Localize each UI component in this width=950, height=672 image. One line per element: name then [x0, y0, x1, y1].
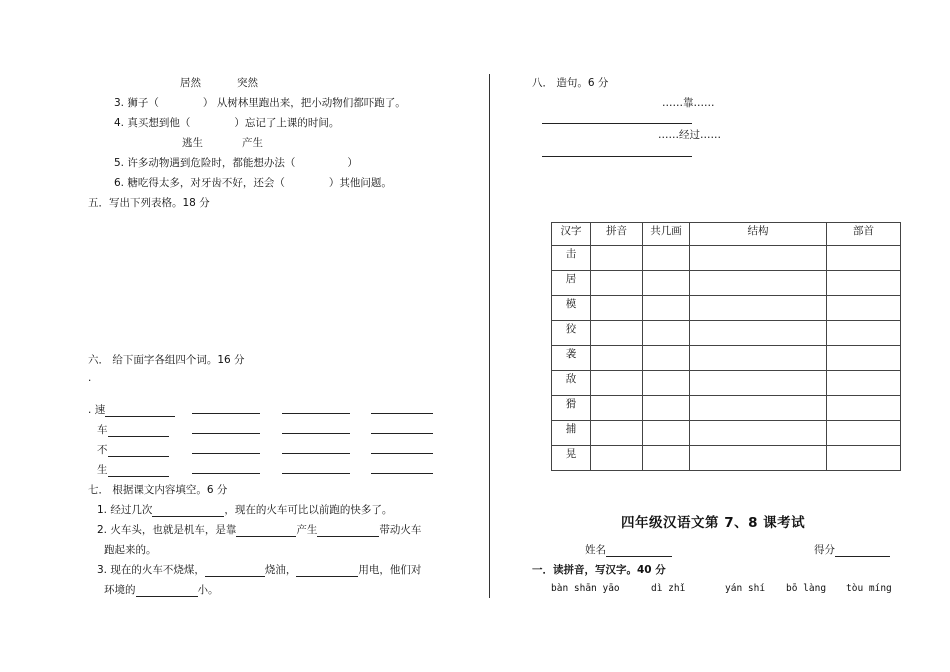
- section-8-heading: 八． 造句。6 分: [532, 77, 609, 89]
- table-cell[interactable]: [690, 321, 827, 346]
- table-row: [552, 421, 901, 446]
- table-cell[interactable]: [690, 446, 827, 471]
- table-cell[interactable]: [690, 421, 827, 446]
- header-pinyin: 拼音: [591, 223, 643, 246]
- word-option-1: 居然: [180, 77, 201, 89]
- table-cell[interactable]: [591, 271, 643, 296]
- table-cell[interactable]: [690, 296, 827, 321]
- table-cell[interactable]: [827, 246, 901, 271]
- header-strokes: 共几画: [643, 223, 690, 246]
- score-input[interactable]: [835, 545, 890, 557]
- question-4: 4. 真买想到他（ ）忘记了上课的时间。: [114, 117, 340, 129]
- table-cell[interactable]: [690, 346, 827, 371]
- section-6-mark: .: [88, 372, 92, 384]
- name-input[interactable]: [606, 545, 672, 557]
- section-1-heading: 一．读拼音，写汉字。40 分: [532, 564, 666, 576]
- answer-blank[interactable]: [371, 402, 433, 414]
- table-cell[interactable]: [591, 371, 643, 396]
- fill-question-2-cont: 跑起来的。: [104, 544, 157, 556]
- answer-blank[interactable]: [371, 422, 433, 434]
- char-cell: 狡: [552, 321, 591, 346]
- table-cell[interactable]: [827, 371, 901, 396]
- pinyin-item: bō làng: [786, 583, 827, 594]
- answer-blank[interactable]: [192, 462, 260, 474]
- char-cell: 晃: [552, 446, 591, 471]
- table-cell[interactable]: [643, 246, 690, 271]
- sentence-prompt-2: ……经过……: [658, 129, 721, 141]
- answer-blank[interactable]: [236, 525, 296, 537]
- answer-blank[interactable]: [105, 405, 175, 417]
- word-option-3: 逃生: [182, 137, 203, 149]
- word-group-row: 车: [97, 422, 169, 437]
- answer-blank[interactable]: [205, 565, 265, 577]
- answer-blank[interactable]: [192, 442, 260, 454]
- word-option-2: 突然: [237, 77, 258, 89]
- answer-blank[interactable]: [282, 402, 350, 414]
- answer-blank[interactable]: [108, 445, 169, 457]
- char-cell: 捕: [552, 421, 591, 446]
- table-cell[interactable]: [827, 296, 901, 321]
- answer-blank[interactable]: [108, 465, 169, 477]
- table-row: [552, 271, 901, 296]
- table-cell[interactable]: [591, 296, 643, 321]
- word-group-row: 生: [97, 462, 169, 477]
- answer-blank[interactable]: [192, 422, 260, 434]
- answer-blank[interactable]: [296, 565, 358, 577]
- table-cell[interactable]: [643, 346, 690, 371]
- table-cell[interactable]: [591, 421, 643, 446]
- char-cell: 居: [552, 271, 591, 296]
- pinyin-item: tòu míng: [846, 583, 892, 594]
- header-structure: 结构: [690, 223, 827, 246]
- table-header-row: [552, 223, 901, 246]
- table-cell[interactable]: [827, 346, 901, 371]
- answer-blank[interactable]: [317, 525, 379, 537]
- answer-blank[interactable]: [282, 462, 350, 474]
- question-5: 5. 许多动物遇到危险时，都能想办法（ ）: [114, 157, 358, 169]
- table-cell[interactable]: [690, 271, 827, 296]
- char-cell: 敌: [552, 371, 591, 396]
- exam-title: 四年级汉语文第 7、8 课考试: [621, 515, 806, 531]
- char-cell: 击: [552, 246, 591, 271]
- table-cell[interactable]: [643, 421, 690, 446]
- table-row: [552, 346, 901, 371]
- answer-blank[interactable]: [136, 585, 198, 597]
- section-5-heading: 五．写出下列表格。18 分: [88, 197, 210, 209]
- table-cell[interactable]: [643, 296, 690, 321]
- section-6-heading: 六． 给下面字各组四个词。16 分: [88, 354, 245, 366]
- name-field: 姓名: [585, 542, 672, 557]
- table-row: [552, 446, 901, 471]
- question-3: 3. 狮子（ ） 从树林里跑出来，把小动物们都吓跑了。: [114, 97, 406, 109]
- question-6: 6. 糖吃得太多，对牙齿不好，还会（ ）其他问题。: [114, 177, 392, 189]
- table-cell[interactable]: [643, 271, 690, 296]
- table-cell[interactable]: [690, 371, 827, 396]
- table-cell[interactable]: [591, 246, 643, 271]
- table-cell[interactable]: [643, 396, 690, 421]
- table-cell[interactable]: [591, 446, 643, 471]
- table-cell[interactable]: [827, 271, 901, 296]
- fill-question-3-cont: 环境的 小。: [104, 584, 219, 596]
- character-table: [551, 222, 901, 471]
- table-cell[interactable]: [827, 446, 901, 471]
- table-cell[interactable]: [690, 396, 827, 421]
- sentence-blank[interactable]: [542, 112, 692, 124]
- table-cell[interactable]: [690, 246, 827, 271]
- fill-question-1: 1. 经过几次 ，现在的火车可比以前跑的快多了。: [97, 504, 393, 516]
- table-cell[interactable]: [643, 371, 690, 396]
- fill-question-3: 3. 现在的火车不烧煤， 烧油， 用电，他们对: [97, 564, 422, 576]
- pinyin-item: yán shí: [725, 583, 766, 594]
- table-cell[interactable]: [643, 321, 690, 346]
- word-group-row: . 速: [88, 402, 175, 417]
- table-row: [552, 396, 901, 421]
- fill-question-2: 2. 火车头，也就是机车，是靠 产生 带动火车: [97, 524, 422, 536]
- page-divider: [489, 74, 490, 598]
- answer-blank[interactable]: [282, 422, 350, 434]
- pinyin-item: dì zhǐ: [651, 583, 686, 594]
- table-row: [552, 246, 901, 271]
- char-cell: 袭: [552, 346, 591, 371]
- table-cell[interactable]: [591, 321, 643, 346]
- answer-blank[interactable]: [192, 402, 260, 414]
- answer-blank[interactable]: [371, 442, 433, 454]
- sentence-prompt-1: ……靠……: [662, 97, 715, 109]
- table-cell[interactable]: [591, 346, 643, 371]
- table-cell[interactable]: [827, 321, 901, 346]
- char-cell: 猾: [552, 396, 591, 421]
- table-row: [552, 296, 901, 321]
- pinyin-item: bàn shān yāo: [551, 583, 620, 594]
- table-cell[interactable]: [643, 446, 690, 471]
- answer-blank[interactable]: [282, 442, 350, 454]
- word-option-4: 产生: [242, 137, 263, 149]
- answer-blank[interactable]: [152, 505, 224, 517]
- table-cell[interactable]: [591, 396, 643, 421]
- answer-blank[interactable]: [108, 425, 169, 437]
- table-cell[interactable]: [827, 421, 901, 446]
- header-radical: 部首: [827, 223, 901, 246]
- header-hanzi: 汉字: [552, 223, 591, 246]
- table-cell[interactable]: [827, 396, 901, 421]
- answer-blank[interactable]: [371, 462, 433, 474]
- sentence-blank[interactable]: [542, 145, 692, 157]
- table-row: [552, 371, 901, 396]
- table-row: [552, 321, 901, 346]
- score-field: 得分: [814, 542, 890, 557]
- char-cell: 模: [552, 296, 591, 321]
- section-7-heading: 七． 根据课文内容填空。6 分: [88, 484, 228, 496]
- word-group-row: 不: [97, 442, 169, 457]
